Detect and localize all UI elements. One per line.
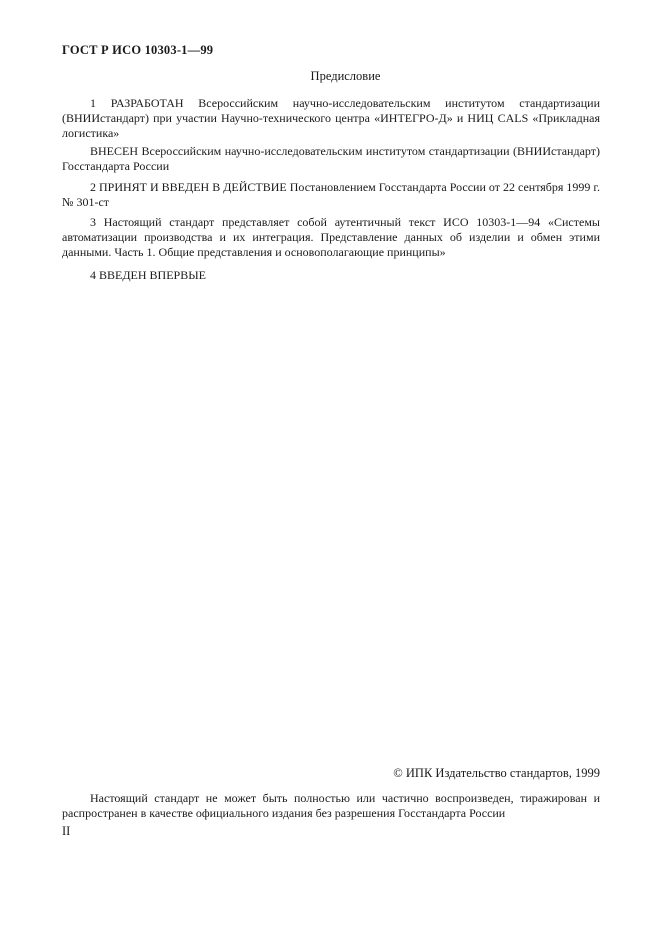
page-number: II bbox=[62, 824, 71, 838]
reproduction-notice bbox=[62, 791, 600, 821]
paragraph-adopted bbox=[62, 180, 600, 210]
paragraph-developed-by-text: 1 РАЗРАБОТАН Всероссийским научно-исследовательским институтом стандартизации (ВНИИстандарт) при участии Научно-технического центра «ИНТЕГРО-Д» и НИЦ CALS «Прикладная логистика» bbox=[62, 96, 600, 140]
paragraph-adopted-text: 2 ПРИНЯТ И ВВЕДЕН В ДЕЙСТВИЕ Постановлением Госстандарта России от 22 сентября 1999 г. № 301-ст bbox=[62, 180, 600, 209]
reproduction-notice-text: Настоящий стандарт не может быть полностью или частично воспроизведен, тиражирован и распространен в качестве официального издания без разрешения Госстандарта России bbox=[62, 791, 600, 820]
copyright-line: © ИПК Издательство стандартов, 1999 bbox=[393, 766, 600, 780]
foreword-title: Предисловие bbox=[310, 69, 381, 83]
paragraph-developed-by bbox=[62, 96, 600, 141]
paragraph-submitted-by bbox=[62, 144, 600, 174]
paragraph-authentic-text-text: 3 Настоящий стандарт представляет собой аутентичный текст ИСО 10303-1—94 «Системы автоматизации производства и их интеграция. Представление данных об изделии и обмен этими данными. Часть 1. Общие представления и основополагающие принципы» bbox=[62, 215, 600, 259]
paragraph-first-introduced bbox=[62, 268, 600, 283]
paragraph-submitted-by-text: ВНЕСЕН Всероссийским научно-исследовательским институтом стандартизации (ВНИИстандарт) Госстандарта России bbox=[62, 144, 600, 173]
paragraph-authentic-text bbox=[62, 215, 600, 260]
paragraph-first-introduced-text: 4 ВВЕДЕН ВПЕРВЫЕ bbox=[90, 268, 206, 282]
document-code-header: ГОСТ Р ИСО 10303-1—99 bbox=[62, 43, 214, 57]
